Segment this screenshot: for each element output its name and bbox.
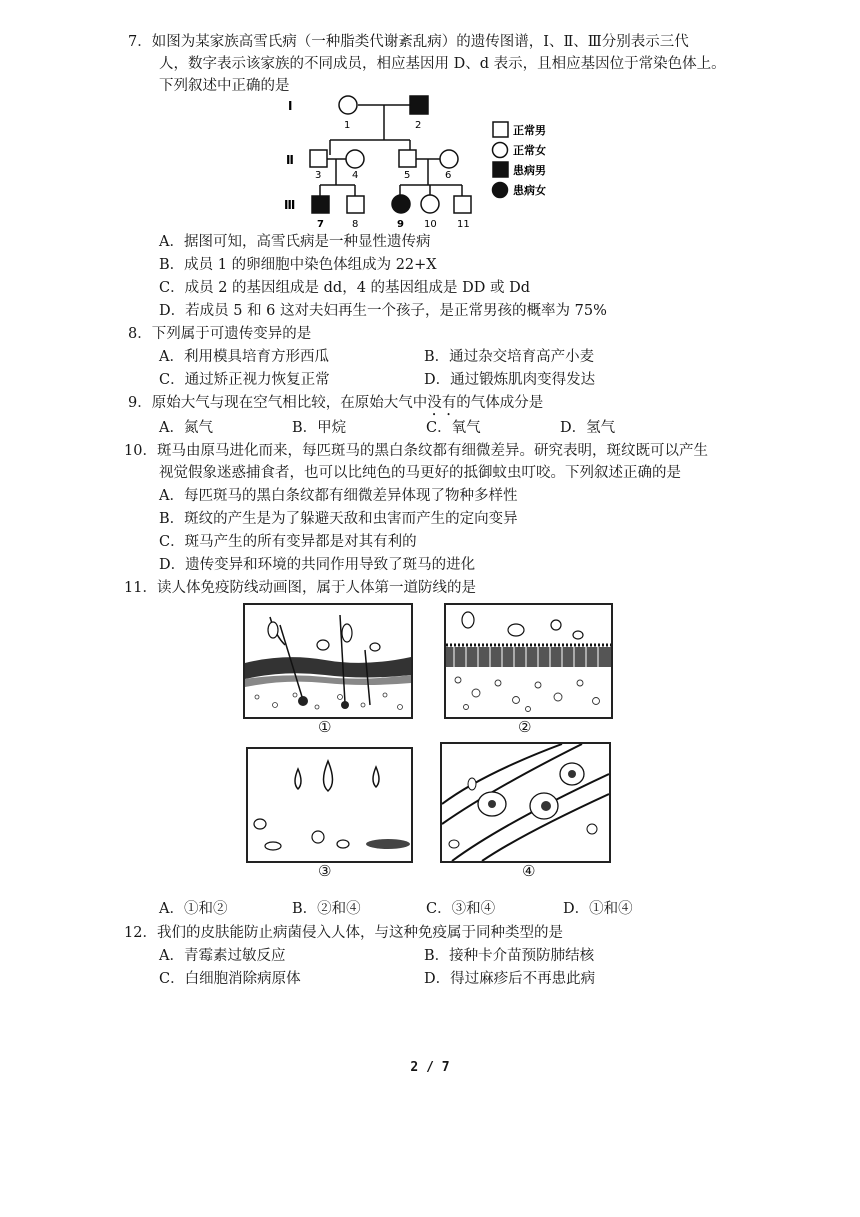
q10-option-a[interactable]: A．每匹斑马的黑白条纹都有细微差异体现了物种多样性 (159, 488, 518, 504)
q12-option-c[interactable]: C．白细胞消除病原体 (159, 971, 301, 987)
q10-stem-line2: 视觉假象迷惑捕食者，也可以比纯色的马更好的抵御蚊虫叮咬。下列叙述正确的是 (159, 465, 681, 481)
q8-option-a[interactable]: A．利用模具培育方形西瓜 (159, 349, 329, 365)
q10-stem-line1: 10．斑马由原马进化而来，每匹斑马的黑白条纹都有细微差异。研究表明，斑纹既可以产生 (124, 443, 708, 459)
skin-illustration (245, 605, 411, 717)
q10-option-c[interactable]: C．斑马产生的所有变异都是对其有利的 (159, 534, 417, 550)
panel-1-skin (243, 603, 413, 719)
q7-option-a[interactable]: A．据图可知，高雪氏病是一种显性遗传病 (159, 234, 431, 250)
panel-2-mucosa (444, 603, 613, 719)
q8-option-d[interactable]: D．通过锻炼肌肉变得发达 (424, 372, 596, 388)
q11-option-c[interactable]: C．③和④ (426, 901, 496, 917)
q12-option-b[interactable]: B．接种卡介苗预防肺结核 (424, 948, 595, 964)
legend-affected-female: 患病女 (513, 184, 546, 197)
q9-option-b[interactable]: B．甲烷 (292, 420, 347, 436)
q7-option-c[interactable]: C．成员 2 的基因组成是 dd，4 的基因组成是 DD 或 Dd (159, 280, 531, 296)
member-10: 10 (424, 219, 437, 230)
panel-3-droplets (246, 747, 413, 863)
q12-option-a[interactable]: A．青霉素过敏反应 (159, 948, 286, 964)
member-8: 8 (352, 219, 359, 230)
q9-stem-emphasis: 没有 (427, 395, 457, 411)
q7-stem-line2: 人，数字表示该家族的不同成员，相应基因用 D、d 表示，且相应基因位于常染色体上。 (159, 56, 726, 72)
q11-option-a[interactable]: A．①和② (159, 901, 228, 917)
gen-label-3: Ⅲ (284, 198, 296, 212)
gen-label-2: Ⅱ (286, 153, 294, 167)
q10-option-d[interactable]: D．遗传变异和环境的共同作用导致了斑马的进化 (159, 557, 476, 573)
pedigree-diagram (280, 92, 580, 232)
page-number: 2 / 7 (410, 1060, 450, 1075)
vessel-illustration (442, 744, 609, 861)
member-3: 3 (315, 170, 322, 181)
panel-4-vessel (440, 742, 611, 863)
member-6: 6 (445, 170, 452, 181)
mucosa-illustration (446, 605, 611, 717)
q8-option-c[interactable]: C．通过矫正视力恢复正常 (159, 372, 330, 388)
q8-option-b[interactable]: B．通过杂交培育高产小麦 (424, 349, 595, 365)
q9-option-a[interactable]: A．氮气 (159, 420, 213, 436)
q11-option-d[interactable]: D．①和④ (563, 901, 633, 917)
panel-label-1: ① (318, 718, 332, 736)
gen-label-1: Ⅰ (288, 99, 293, 113)
legend-normal-female: 正常女 (513, 144, 546, 157)
q12-option-d[interactable]: D．得过麻疹后不再患此病 (424, 971, 596, 987)
q9-option-c[interactable]: C．氧气 (426, 420, 481, 436)
member-2: 2 (415, 120, 422, 131)
q12-stem: 12．我们的皮肤能防止病菌侵入人体，与这种免疫属于同种类型的是 (124, 925, 563, 941)
member-5: 5 (404, 170, 411, 181)
q9-stem-before: 9．原始大气与现在空气相比较，在原始大气中 (128, 395, 428, 411)
member-4: 4 (352, 170, 359, 181)
q7-stem-line1: 7．如图为某家族高雪氏病（一种脂类代谢紊乱病）的遗传图谱，Ⅰ、Ⅱ、Ⅲ分别表示三代 (128, 34, 689, 50)
member-7: 7 (317, 219, 324, 230)
q7-option-d[interactable]: D．若成员 5 和 6 这对夫妇再生一个孩子，是正常男孩的概率为 75% (159, 303, 607, 319)
member-1: 1 (344, 120, 351, 131)
member-9: 9 (397, 219, 404, 230)
legend-affected-male: 患病男 (513, 164, 546, 177)
panel-label-4: ④ (522, 862, 536, 880)
q8-stem: 8．下列属于可遗传变异的是 (128, 326, 312, 342)
panel-label-3: ③ (318, 862, 332, 880)
q9-stem-after: 的气体成分是 (456, 395, 544, 411)
q7-stem-line3: 下列叙述中正确的是 (159, 78, 290, 94)
q11-option-b[interactable]: B．②和④ (292, 901, 361, 917)
q11-stem: 11．读人体免疫防线动画图，属于人体第一道防线的是 (124, 580, 476, 596)
q7-option-b[interactable]: B．成员 1 的卵细胞中染色体组成为 22+X (159, 257, 437, 273)
legend-normal-male: 正常男 (513, 124, 546, 137)
droplets-illustration (248, 749, 411, 861)
q10-option-b[interactable]: B．斑纹的产生是为了躲避天敌和虫害而产生的定向变异 (159, 511, 518, 527)
panel-label-2: ② (518, 718, 532, 736)
q9-option-d[interactable]: D．氢气 (560, 420, 616, 436)
member-11: 11 (457, 219, 470, 230)
q9-stem (128, 393, 543, 419)
